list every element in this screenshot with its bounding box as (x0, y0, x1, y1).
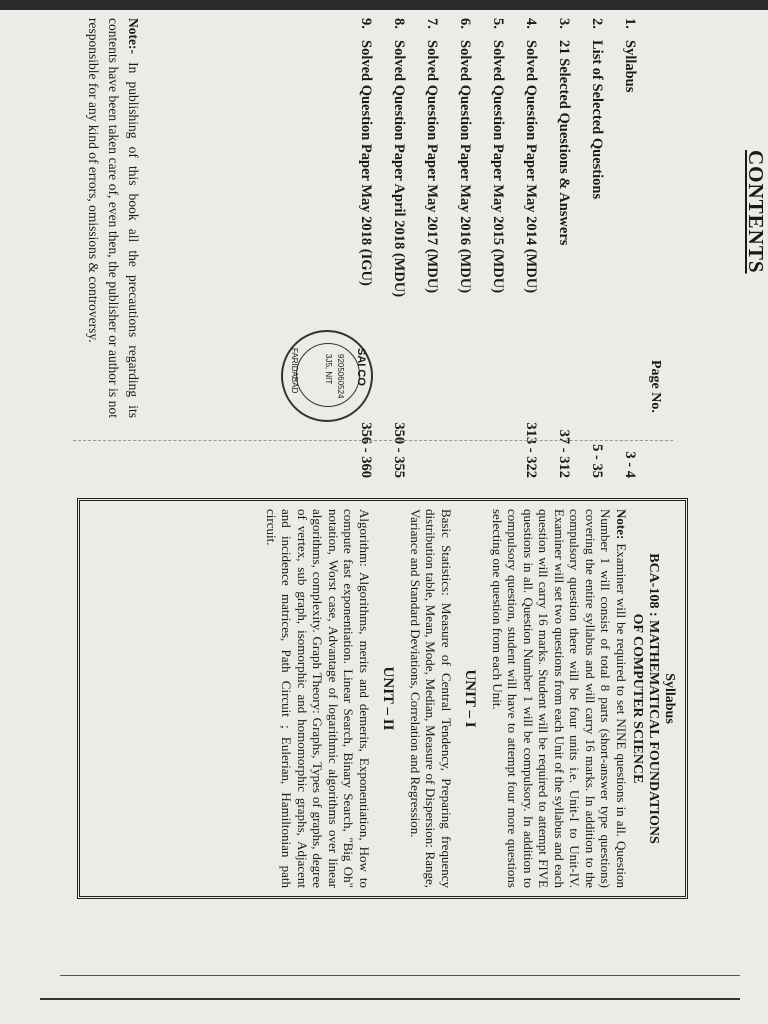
toc-number: 4. (523, 18, 539, 29)
course-title: BCA-108 : MATHEMATICAL FOUNDATIONS (646, 553, 661, 844)
unit-1-text: Basic Statistics: Measure of Central Tendency, Preparing frequency distribution table, Mean, Mode, Median, Measure of Dispersion: Range, Variance and Standard Deviations, Correlation and Regression. (408, 509, 454, 888)
syllabus-heading: Syllabus (662, 673, 677, 724)
syllabus-content (88, 509, 677, 888)
toc-entry (577, 18, 605, 478)
toc-pages: 5 - 35 (589, 444, 605, 478)
toc-number: 7. (424, 18, 440, 29)
fold-dash-line (73, 440, 673, 442)
toc-entry (445, 18, 473, 478)
toc-entry (379, 18, 407, 478)
toc-entry (544, 18, 572, 478)
disclaimer-note (83, 18, 143, 418)
toc-number: 3. (556, 18, 572, 29)
page-no-header: Page No. (648, 360, 663, 413)
toc-number: 2. (589, 18, 605, 29)
toc-entry (478, 18, 506, 478)
toc-title: Solved Question Paper May 2015 (MDU) (490, 40, 506, 294)
course-title-line2: OF COMPUTER SCIENCE (630, 613, 645, 784)
toc-title: Solved Question Paper May 2014 (MDU) (523, 40, 539, 294)
toc-pages: 350 - 355 (391, 422, 407, 478)
toc-title: Solved Question Paper May 2016 (MDU) (457, 40, 473, 294)
stamp-text: SAI CO (355, 348, 367, 386)
toc-title: Syllabus (622, 40, 638, 93)
toc-entry (511, 18, 539, 478)
toc-title: 21 Selected Questions & Answers (556, 40, 572, 246)
unit-2-heading: UNIT – II (380, 666, 397, 731)
toc-title: Solved Question Paper May 2018 (IGU) (358, 40, 374, 286)
toc-title: Solved Question Paper May 2017 (MDU) (424, 40, 440, 294)
toc-pages: 37 - 312 (556, 429, 572, 478)
stamp-phone: 9205060524 (336, 354, 345, 399)
syllabus-note (490, 509, 630, 888)
toc-number: 1. (622, 18, 638, 29)
toc-pages: 3 - 4 (622, 451, 638, 478)
toc-title: List of Selected Questions (589, 40, 605, 200)
toc-entry (610, 18, 638, 478)
unit-1-heading: UNIT – I (462, 669, 479, 728)
syllabus-note-label: Note: (614, 509, 629, 540)
stamp-city: FARIDABAD (290, 348, 299, 394)
note-text: In publishing of this book all the precautions regarding its contents have been taken care of, even then, the publisher or author is not responsible for any kind of errors, omissions & controversy. (86, 18, 141, 419)
toc-pages: 356 - 360 (358, 422, 374, 478)
toc-title: Solved Question Paper April 2018 (MDU) (391, 40, 407, 298)
publisher-stamp (281, 330, 373, 422)
toc-entry (412, 18, 440, 478)
toc-number: 6. (457, 18, 473, 29)
toc-pages: 313 - 322 (523, 422, 539, 478)
toc-number: 9. (358, 18, 374, 29)
toc-number: 5. (490, 18, 506, 29)
stamp-address: 3J5, NIT (324, 354, 333, 385)
contents-title: CONTENTS (744, 150, 768, 274)
toc-number: 8. (391, 18, 407, 29)
syllabus-box (77, 498, 688, 899)
unit-2-text: Algorithm: Algorithms, merits and demerits, Exponentiation, How to compute fast exponentiation. Linear Search, Binary Search, "Big Oh" notation, Worst case, Advantage of logarithmic algorithms over linear algorithms, complexity. Graph Theory: Graphs, Types of graphs, degree of vertex, sub graph, isomorphic and homomorphic graphs, Adjacent and incidence matrices, Path Circuit ; Eulerian, Hamiltonian path circuit. (264, 509, 372, 888)
note-label: Note:- (126, 18, 141, 54)
syllabus-note-text: Examiner will be required to set NINE questions in all. Question Number 1 will consist of total 8 parts (short-answer type questions) covering the entire syllabus and will carry 16 marks. In addition to the compulsory question there will be four units i.e. Unit-I to Unit-IV. Examiner will set two questions from each Unit of the syllabus and each question will carry 16 marks. Student will be required to attempt FIVE questions in all. Question Number 1 will be compulsory. In addition to compulsory question, student will have to attempt four more questions selecting one question from each Unit. (490, 509, 629, 888)
